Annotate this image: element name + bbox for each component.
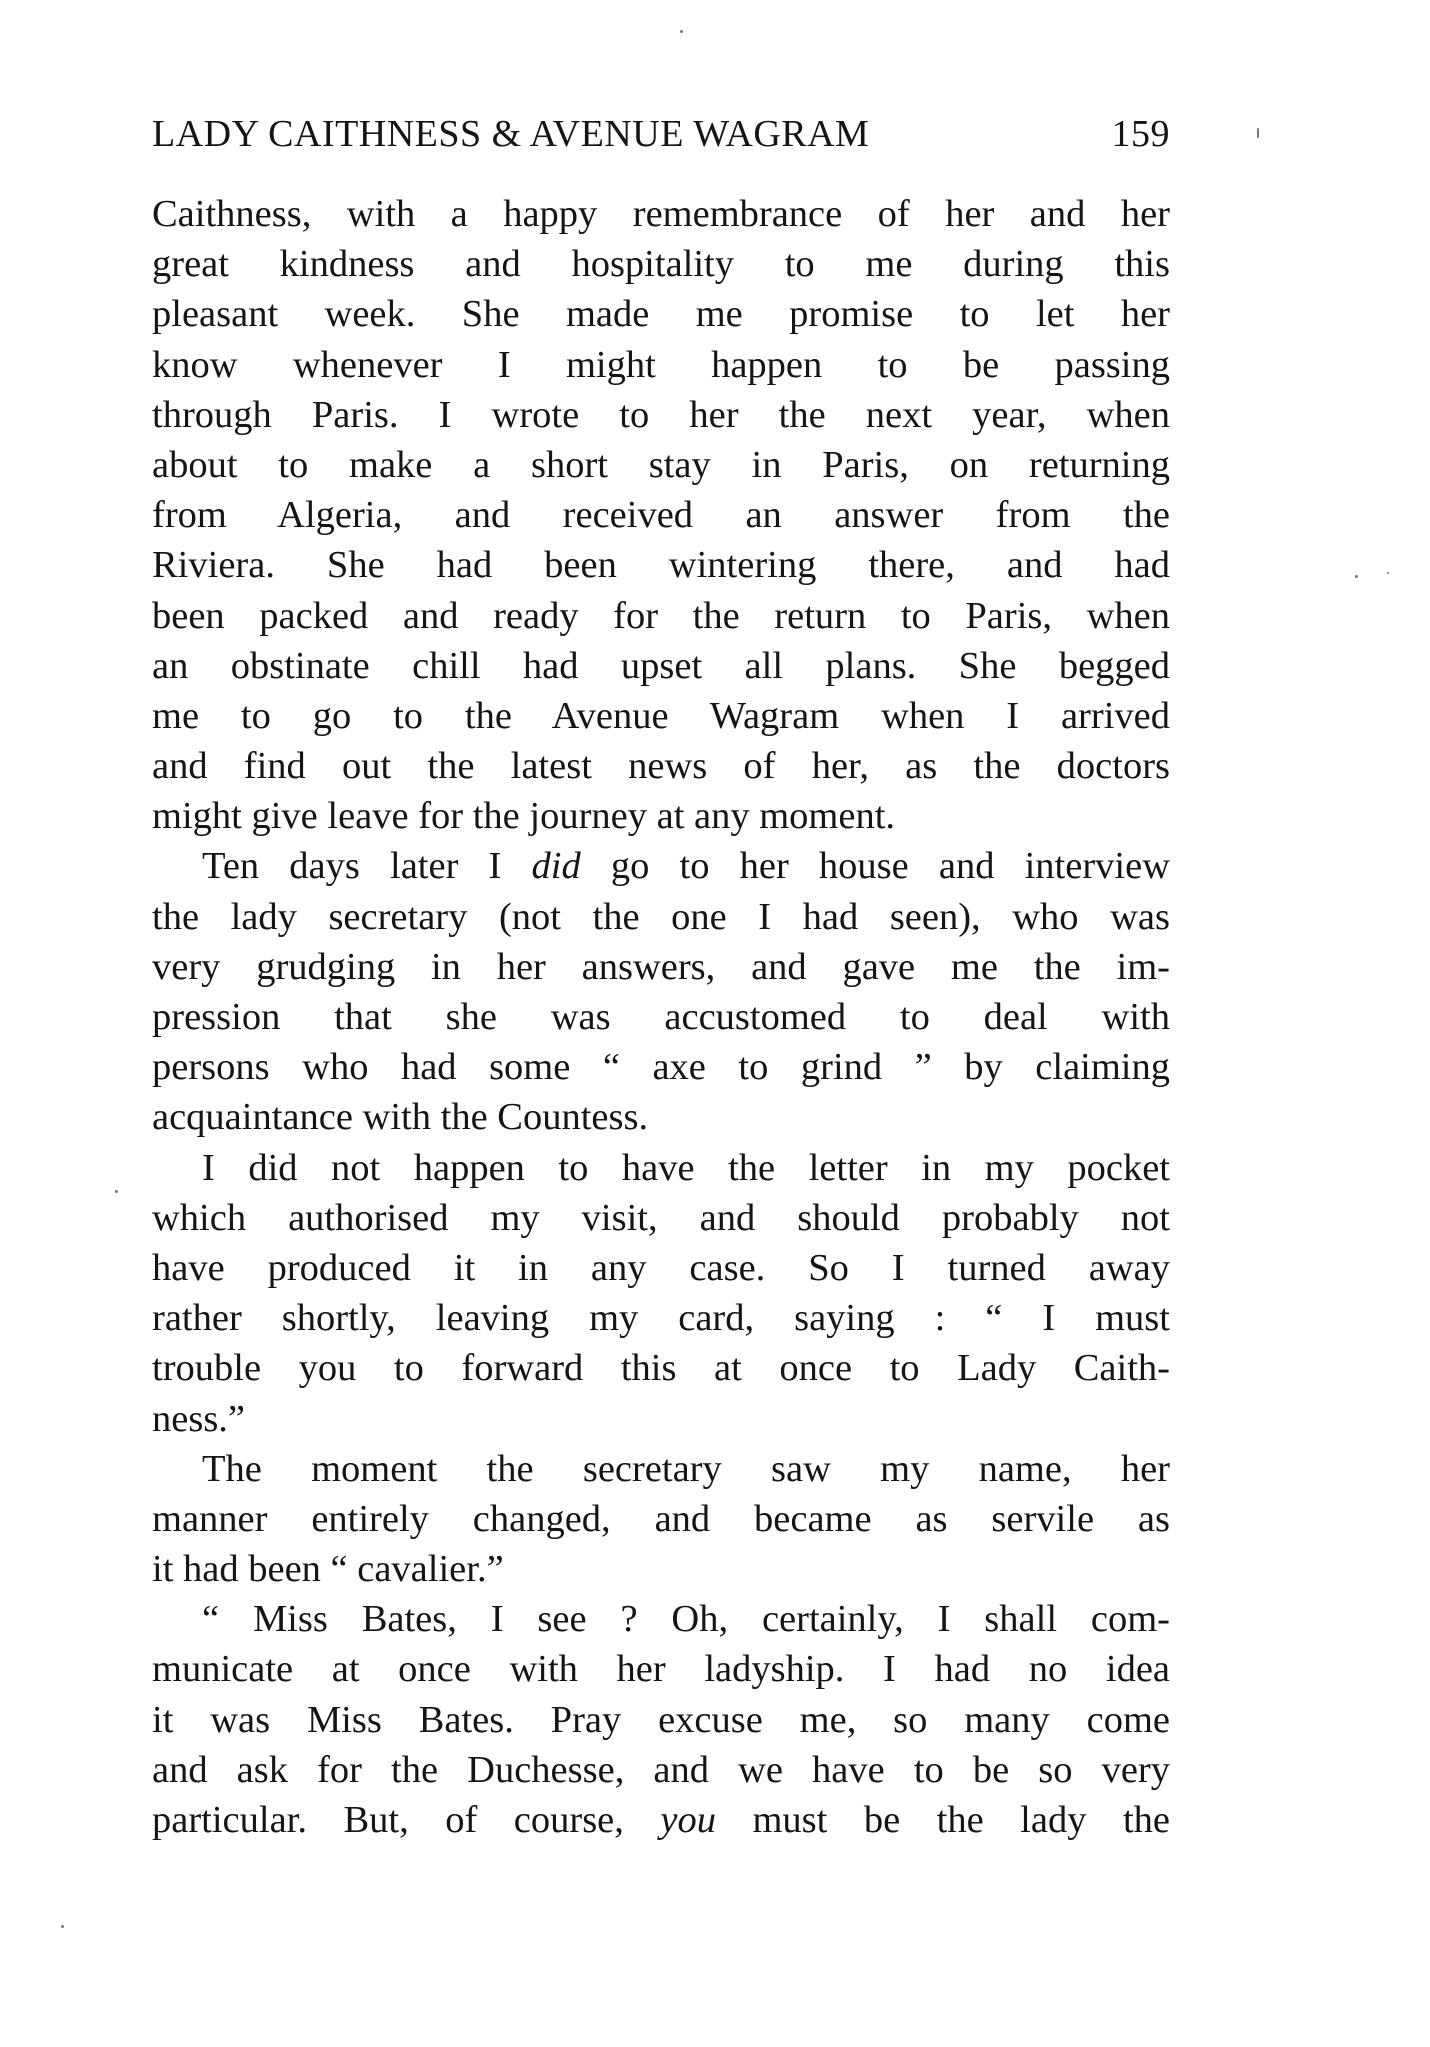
text-line: Ten days later I did go to her house and interview	[202, 845, 1170, 888]
text-line: have produced it in any case. So I turned away	[152, 1246, 1170, 1289]
emphasized-word: did	[531, 845, 581, 888]
scan-speck	[1257, 128, 1259, 138]
text-line: particular. But, of course, you must be the lady the	[152, 1799, 1170, 1841]
scan-speck	[680, 30, 683, 33]
body-text	[152, 189, 1170, 1845]
page-number: 159	[1111, 113, 1170, 155]
text-line: and ask for the Duchesse, and we have to be so very	[152, 1748, 1170, 1791]
text-line: municate at once with her ladyship. I had no idea	[152, 1648, 1170, 1691]
text-line: persons who had some “ axe to grind ” by claiming	[152, 1046, 1170, 1089]
text-line: Riviera. She had been wintering there, and had	[152, 544, 1170, 587]
text-line: rather shortly, leaving my card, saying : “ I must	[152, 1297, 1170, 1340]
scan-speck	[61, 1925, 64, 1928]
scan-speck	[115, 1190, 118, 1193]
text-line: it had been “ cavalier.”	[152, 1548, 504, 1591]
text-line: Caithness, with a happy remembrance of her and her	[152, 193, 1170, 235]
scan-speck	[1355, 575, 1358, 578]
text-line: ness.”	[152, 1397, 246, 1440]
text-line: I did not happen to have the letter in my pocket	[202, 1146, 1170, 1189]
text-line: it was Miss Bates. Pray excuse me, so many come	[152, 1698, 1170, 1741]
text-line: trouble you to forward this at once to Lady Caith-	[152, 1347, 1170, 1390]
text-line: through Paris. I wrote to her the next year, when	[152, 393, 1170, 436]
running-head	[152, 112, 1170, 172]
emphasized-word: you	[660, 1799, 716, 1841]
text-line: an obstinate chill had upset all plans. She begged	[152, 644, 1170, 687]
scan-speck	[1387, 572, 1389, 574]
text-line: manner entirely changed, and became as servile as	[152, 1497, 1170, 1540]
text-line: the lady secretary (not the one I had seen), who was	[152, 895, 1170, 938]
text-line: know whenever I might happen to be passing	[152, 343, 1170, 386]
text-line: pleasant week. She made me promise to let her	[152, 293, 1170, 336]
text-line: which authorised my visit, and should probably not	[152, 1196, 1170, 1239]
text-line: very grudging in her answers, and gave me the im-	[152, 945, 1170, 988]
text-line: great kindness and hospitality to me during this	[152, 243, 1170, 286]
text-line: The moment the secretary saw my name, her	[202, 1447, 1170, 1490]
running-head-title: LADY CAITHNESS & AVENUE WAGRAM	[152, 113, 870, 155]
text-line: me to go to the Avenue Wagram when I arrived	[152, 694, 1170, 737]
text-line: been packed and ready for the return to Paris, when	[152, 594, 1170, 637]
text-line: from Algeria, and received an answer from the	[152, 494, 1170, 537]
text-line: might give leave for the journey at any moment.	[152, 795, 896, 838]
text-line: about to make a short stay in Paris, on returning	[152, 443, 1170, 486]
text-line: and find out the latest news of her, as the doctors	[152, 745, 1170, 788]
text-line: “ Miss Bates, I see ? Oh, certainly, I shall com-	[202, 1598, 1170, 1641]
text-line: acquaintance with the Countess.	[152, 1096, 649, 1139]
text-line: pression that she was accustomed to deal with	[152, 996, 1170, 1038]
